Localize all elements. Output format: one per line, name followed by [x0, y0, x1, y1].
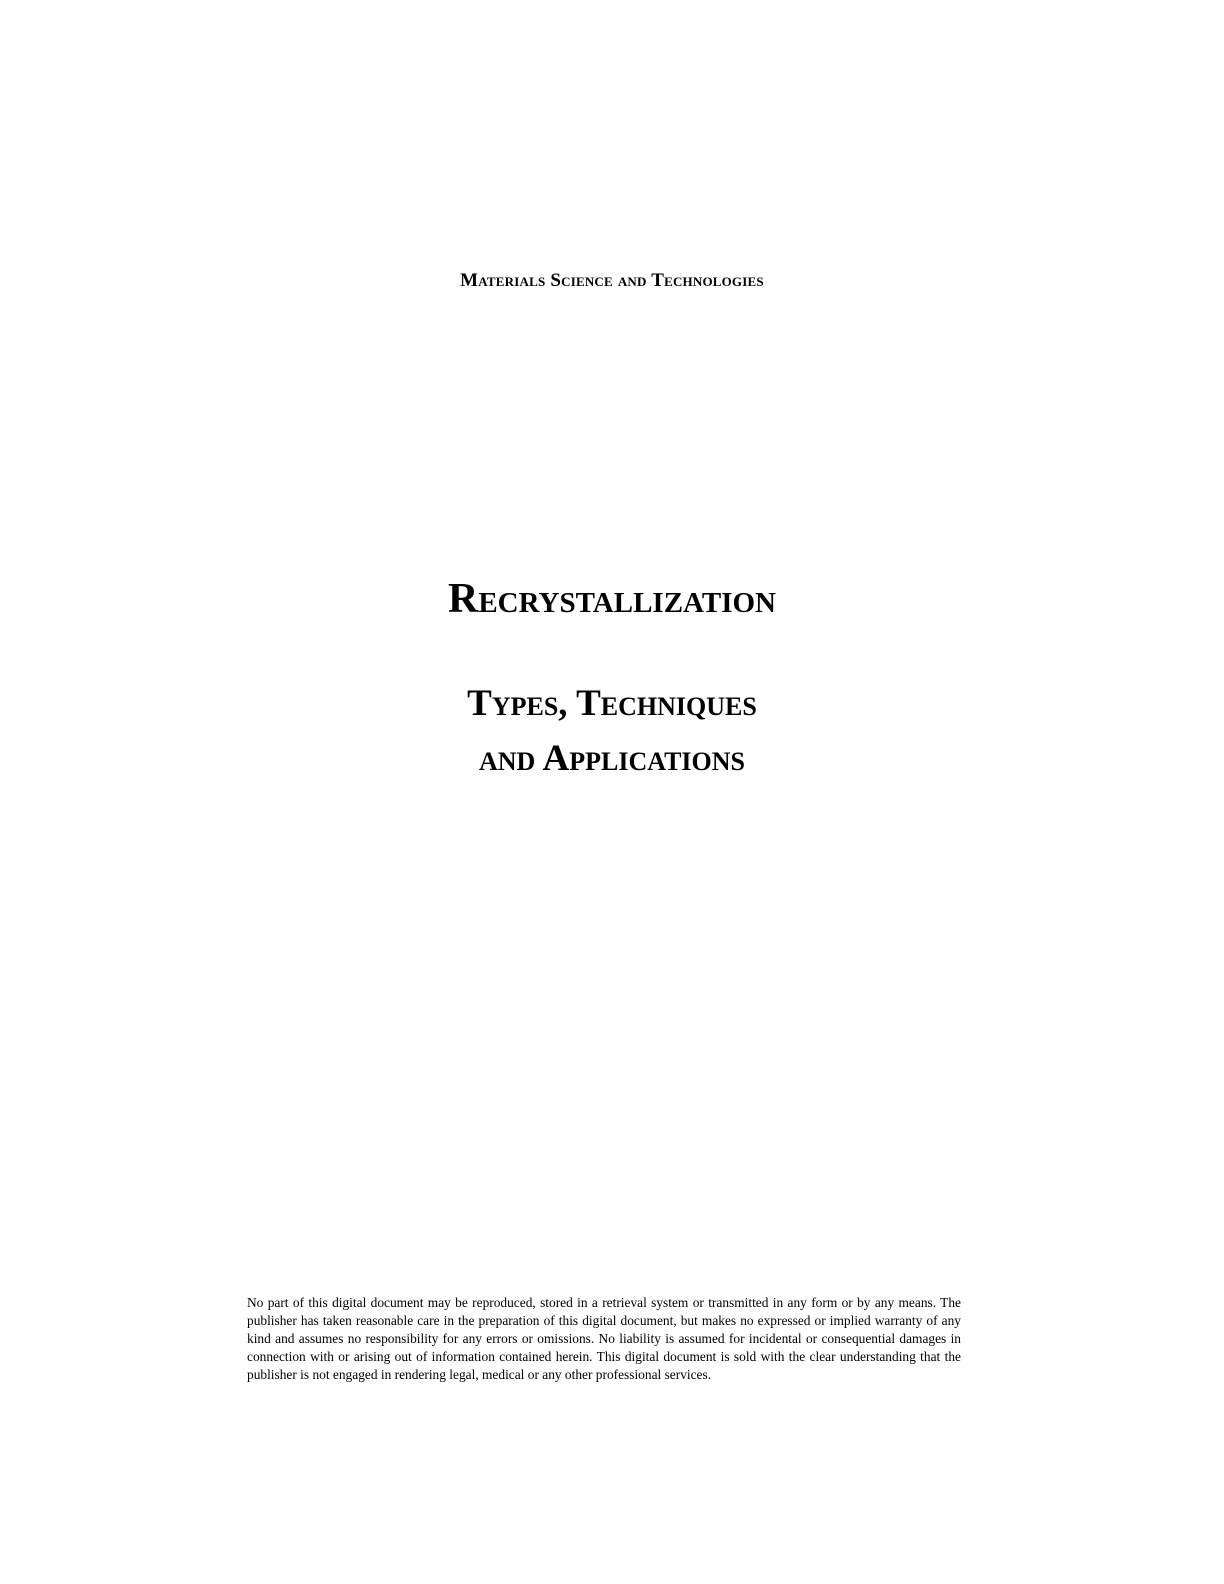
book-subtitle [0, 676, 1224, 786]
subtitle-line-1: Types, Techniques [467, 683, 757, 724]
copyright-notice: No part of this digital document may be reproduced, stored in a retrieval system or transmitted in any form or by any means. The publisher has taken reasonable care in the preparation of this digital document, but makes no expressed or implied warranty of any kind and assumes no responsibility for any errors or omissions. No liability is assumed for incidental or consequential damages in connection with or arising out of information contained herein. This digital document is sold with the clear understanding that the publisher is not engaged in rendering legal, medical or any other professional services. [247, 1295, 961, 1382]
subtitle-line-2: and Applications [478, 738, 746, 779]
series-name: Materials Science and Technologies [460, 270, 764, 291]
book-title: Recrystallization [448, 576, 776, 622]
